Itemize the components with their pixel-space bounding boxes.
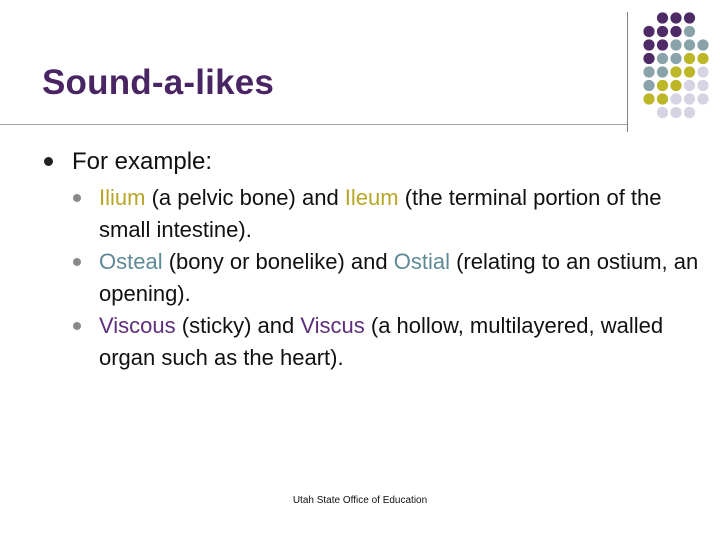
decorative-dot [643,53,654,64]
decorative-dot [670,93,681,104]
def-ileum: (the terminal portion of the small intestine). [99,185,662,242]
decorative-dot-grid [640,10,720,120]
decorative-dot [684,53,695,64]
term-ilium: Ilium [99,185,146,210]
decorative-dot [670,107,681,118]
def-ostial: (relating to an ostium, an opening). [99,249,699,306]
decorative-dot [697,39,708,50]
sub-bullet-dot-icon [73,322,81,330]
term-ostial: Ostial [393,249,450,274]
decorative-dot [684,39,695,50]
title-divider [0,124,628,125]
decorative-dot [670,80,681,91]
footer-text: Utah State Office of Education [292,495,428,506]
decorative-dot [684,12,695,23]
sub-bullet-viscous-viscus [72,310,702,374]
decorative-dot [684,80,695,91]
sub-bullet-dot-icon [73,258,81,266]
decorative-dot [657,93,668,104]
decorative-dot [670,12,681,23]
decorative-dot [670,39,681,50]
decorative-dot [697,66,708,77]
bullet-dot-icon [44,157,53,166]
decorative-dot [643,26,654,37]
decorative-dot [697,80,708,91]
decorative-dot [657,26,668,37]
decorative-dot [643,66,654,77]
sub-bullet-dot-icon [73,194,81,202]
slide-title: Sound-a-likes [42,63,275,102]
decorative-dot [670,26,681,37]
decorative-dot [697,53,708,64]
decorative-dot [657,80,668,91]
decorative-dot [657,53,668,64]
decorative-dot [657,39,668,50]
def-osteal: (bony or bonelike) and [162,249,394,274]
term-viscus: Viscus [300,313,365,338]
term-osteal: Osteal [99,249,163,274]
decorative-dot [670,66,681,77]
sub-bullet-list [72,182,702,374]
decorative-dot [684,93,695,104]
decorative-dot [657,66,668,77]
decorative-dot [643,39,654,50]
decorative-dot [643,80,654,91]
decorative-dot [684,26,695,37]
decorative-dot [697,93,708,104]
decorative-dot [657,12,668,23]
term-viscous: Viscous [99,313,176,338]
decorative-dot [670,53,681,64]
term-ileum: Ileum [344,185,399,210]
def-ilium: (a pelvic bone) and [145,185,345,210]
sub-bullet-osteal-ostial [72,246,702,310]
decorative-dot [643,93,654,104]
bullet-text: For example: [72,148,213,175]
vertical-divider [627,12,628,132]
decorative-dot [657,107,668,118]
def-viscus: (a hollow, multilayered, walled organ such as the heart). [99,313,664,370]
sub-bullet-ilium-ileum [72,182,702,246]
def-viscous: (sticky) and [175,313,301,338]
decorative-dot [684,107,695,118]
decorative-dot [684,66,695,77]
